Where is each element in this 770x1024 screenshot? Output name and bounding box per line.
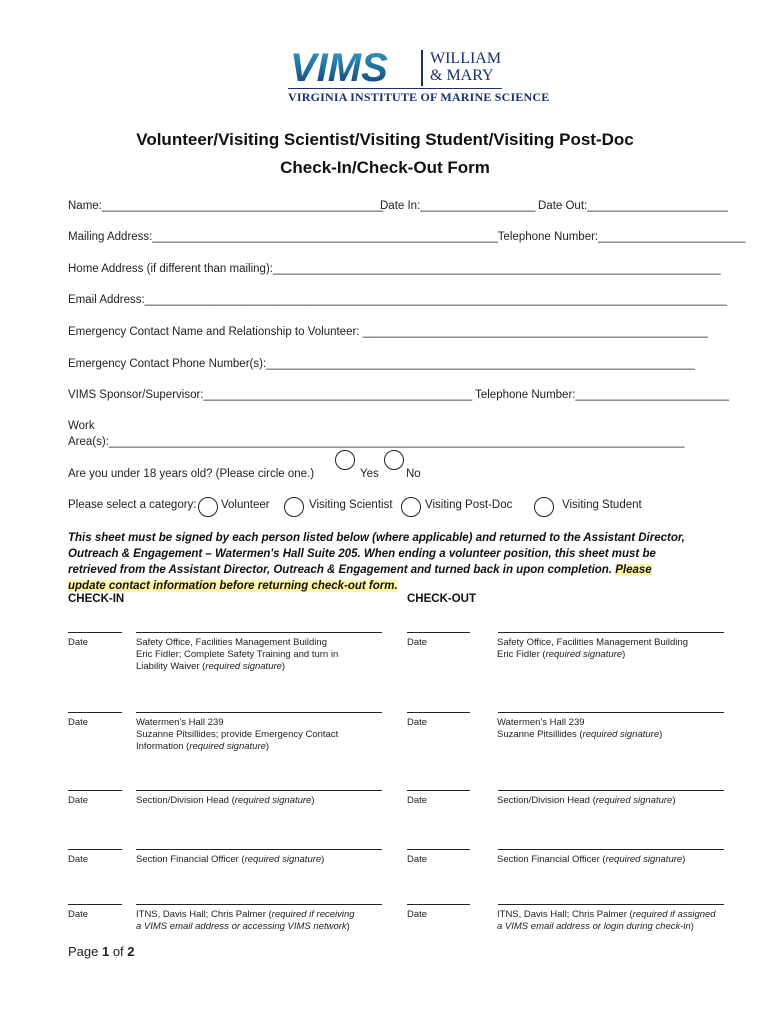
checkout-signature-line[interactable] (498, 790, 724, 791)
visiting-postdoc-label: Visiting Post-Doc (425, 499, 513, 511)
checkin-signature-line[interactable] (136, 712, 382, 713)
logo-separator (421, 50, 423, 86)
visiting-postdoc-radio[interactable] (401, 497, 421, 517)
checkout-signature-line[interactable] (498, 849, 724, 850)
yes-label: Yes (360, 468, 379, 480)
date-in-field[interactable]: Date In:__________________ (380, 200, 536, 212)
checkin-date-line[interactable] (68, 790, 122, 791)
form-title-line2: Check-In/Check-Out Form (280, 158, 490, 177)
william-mary-wordmark (430, 50, 501, 84)
category-label: Please select a category: (68, 499, 197, 511)
checkout-date-line[interactable] (407, 632, 470, 633)
checkin-signer: Safety Office, Facilities Management Building Eric Fidler; Complete Safety Training and turn in Liability Waiver (required signature) (136, 637, 339, 672)
checkin-date-label: Date (68, 795, 89, 806)
checkout-signature-line[interactable] (498, 632, 724, 633)
checkout-date-label: Date (407, 854, 428, 865)
page-mid: of (109, 944, 128, 959)
checkout-signer: Safety Office, Facilities Management Building Eric Fidler (required signature) (497, 637, 688, 660)
checkin-date-line[interactable] (68, 712, 122, 713)
checkin-heading: CHECK-IN (68, 593, 125, 605)
checkin-date-line[interactable] (68, 849, 122, 850)
checkout-date-line[interactable] (407, 712, 470, 713)
page-number (68, 944, 135, 959)
page-current: 1 (101, 944, 110, 959)
volunteer-radio[interactable] (198, 497, 218, 517)
checkout-date-line[interactable] (407, 790, 470, 791)
checkin-date-label: Date (68, 909, 89, 920)
checkout-signer: Section/Division Head (required signature) (497, 795, 676, 806)
checkin-signer: Section/Division Head (required signature) (136, 795, 315, 806)
no-label: No (406, 468, 421, 480)
work-area-label: Work (68, 420, 95, 432)
emergency-phone-field[interactable]: Emergency Contact Phone Number(s):___________________________________________________________________ (68, 358, 695, 370)
checkout-heading: CHECK-OUT (407, 593, 476, 605)
checkin-signer: Watermen's Hall 239 Suzanne Pitsillides; provide Emergency Contact Information (required signature) (136, 717, 339, 752)
wm-line2: & MARY (430, 67, 494, 84)
emergency-contact-field[interactable]: Emergency Contact Name and Relationship to Volunteer: ______________________________________________________ (68, 326, 709, 338)
visiting-student-label: Visiting Student (562, 499, 642, 511)
email-address-field[interactable]: Email Address:___________________________________________________________________________________________ (68, 294, 727, 306)
checkin-date-label: Date (68, 637, 89, 648)
checkin-date-line[interactable] (68, 632, 122, 633)
page-prefix: Page (68, 944, 102, 959)
work-area-field[interactable]: Area(s):__________________________________________________________________________________________ (68, 436, 685, 448)
checkin-signer: ITNS, Davis Hall; Chris Palmer (required if receiving a VIMS email address or accessing VIMS network) (136, 909, 355, 932)
vims-logo (288, 48, 414, 86)
checkout-date-label: Date (407, 717, 428, 728)
mailing-address-field[interactable]: Mailing Address:______________________________________________________Telephone Number:_______________________ (68, 231, 746, 243)
form-title-line1: Volunteer/Visiting Scientist/Visiting Student/Visiting Post-Doc (136, 130, 634, 149)
visiting-scientist-radio[interactable] (284, 497, 304, 517)
age-question: Are you under 18 years old? (Please circle one.) (68, 468, 315, 480)
no-radio[interactable] (384, 450, 404, 470)
checkout-signer: ITNS, Davis Hall; Chris Palmer (required if assigned a VIMS email address or login during check-in) (497, 909, 716, 932)
checkin-signature-line[interactable] (136, 790, 382, 791)
checkin-signature-line[interactable] (136, 849, 382, 850)
checkin-date-label: Date (68, 854, 89, 865)
home-address-field[interactable]: Home Address (if different than mailing):______________________________________________________________________ (68, 263, 721, 275)
visiting-student-radio[interactable] (534, 497, 554, 517)
checkin-signature-line[interactable] (136, 904, 382, 905)
sponsor-field[interactable]: VIMS Sponsor/Supervisor:__________________________________________ Telephone Number:________________________ (68, 389, 729, 401)
volunteer-label: Volunteer (221, 499, 270, 511)
date-out-field[interactable]: Date Out:______________________ (538, 200, 728, 212)
svg-text:VIMS: VIMS (290, 48, 388, 86)
name-field[interactable]: Name:____________________________________________ (68, 200, 384, 212)
checkout-signer: Watermen's Hall 239 Suzanne Pitsillides (required signature) (497, 717, 663, 740)
checkin-date-line[interactable] (68, 904, 122, 905)
checkout-date-line[interactable] (407, 904, 470, 905)
checkout-signature-line[interactable] (498, 712, 724, 713)
logo-subtitle: VIRGINIA INSTITUTE OF MARINE SCIENCE (288, 90, 550, 104)
checkout-signature-line[interactable] (498, 904, 724, 905)
page-total: 2 (127, 944, 135, 959)
instructions-highlight: Please update contact information before returning check-out form. (68, 564, 652, 592)
checkin-date-label: Date (68, 717, 89, 728)
checkout-signer: Section Financial Officer (required signature) (497, 854, 686, 865)
instructions-text: This sheet must be signed by each person listed below (where applicable) and returned to the Assistant Director, Outreach & Engagement – Watermen's Hall Suite 205. When ending a volunteer position, this sheet must be retrieved from the Assistant Director, Outreach & Engagement and turned back in upon completion. (68, 532, 685, 576)
instructions (68, 530, 688, 594)
checkout-date-label: Date (407, 637, 428, 648)
checkout-date-label: Date (407, 795, 428, 806)
checkin-signature-line[interactable] (136, 632, 382, 633)
logo-rule (288, 88, 502, 89)
visiting-scientist-label: Visiting Scientist (309, 499, 393, 511)
wm-line1: WILLIAM (430, 50, 502, 67)
checkin-signer: Section Financial Officer (required signature) (136, 854, 325, 865)
checkout-date-label: Date (407, 909, 428, 920)
yes-radio[interactable] (335, 450, 355, 470)
checkout-date-line[interactable] (407, 849, 470, 850)
